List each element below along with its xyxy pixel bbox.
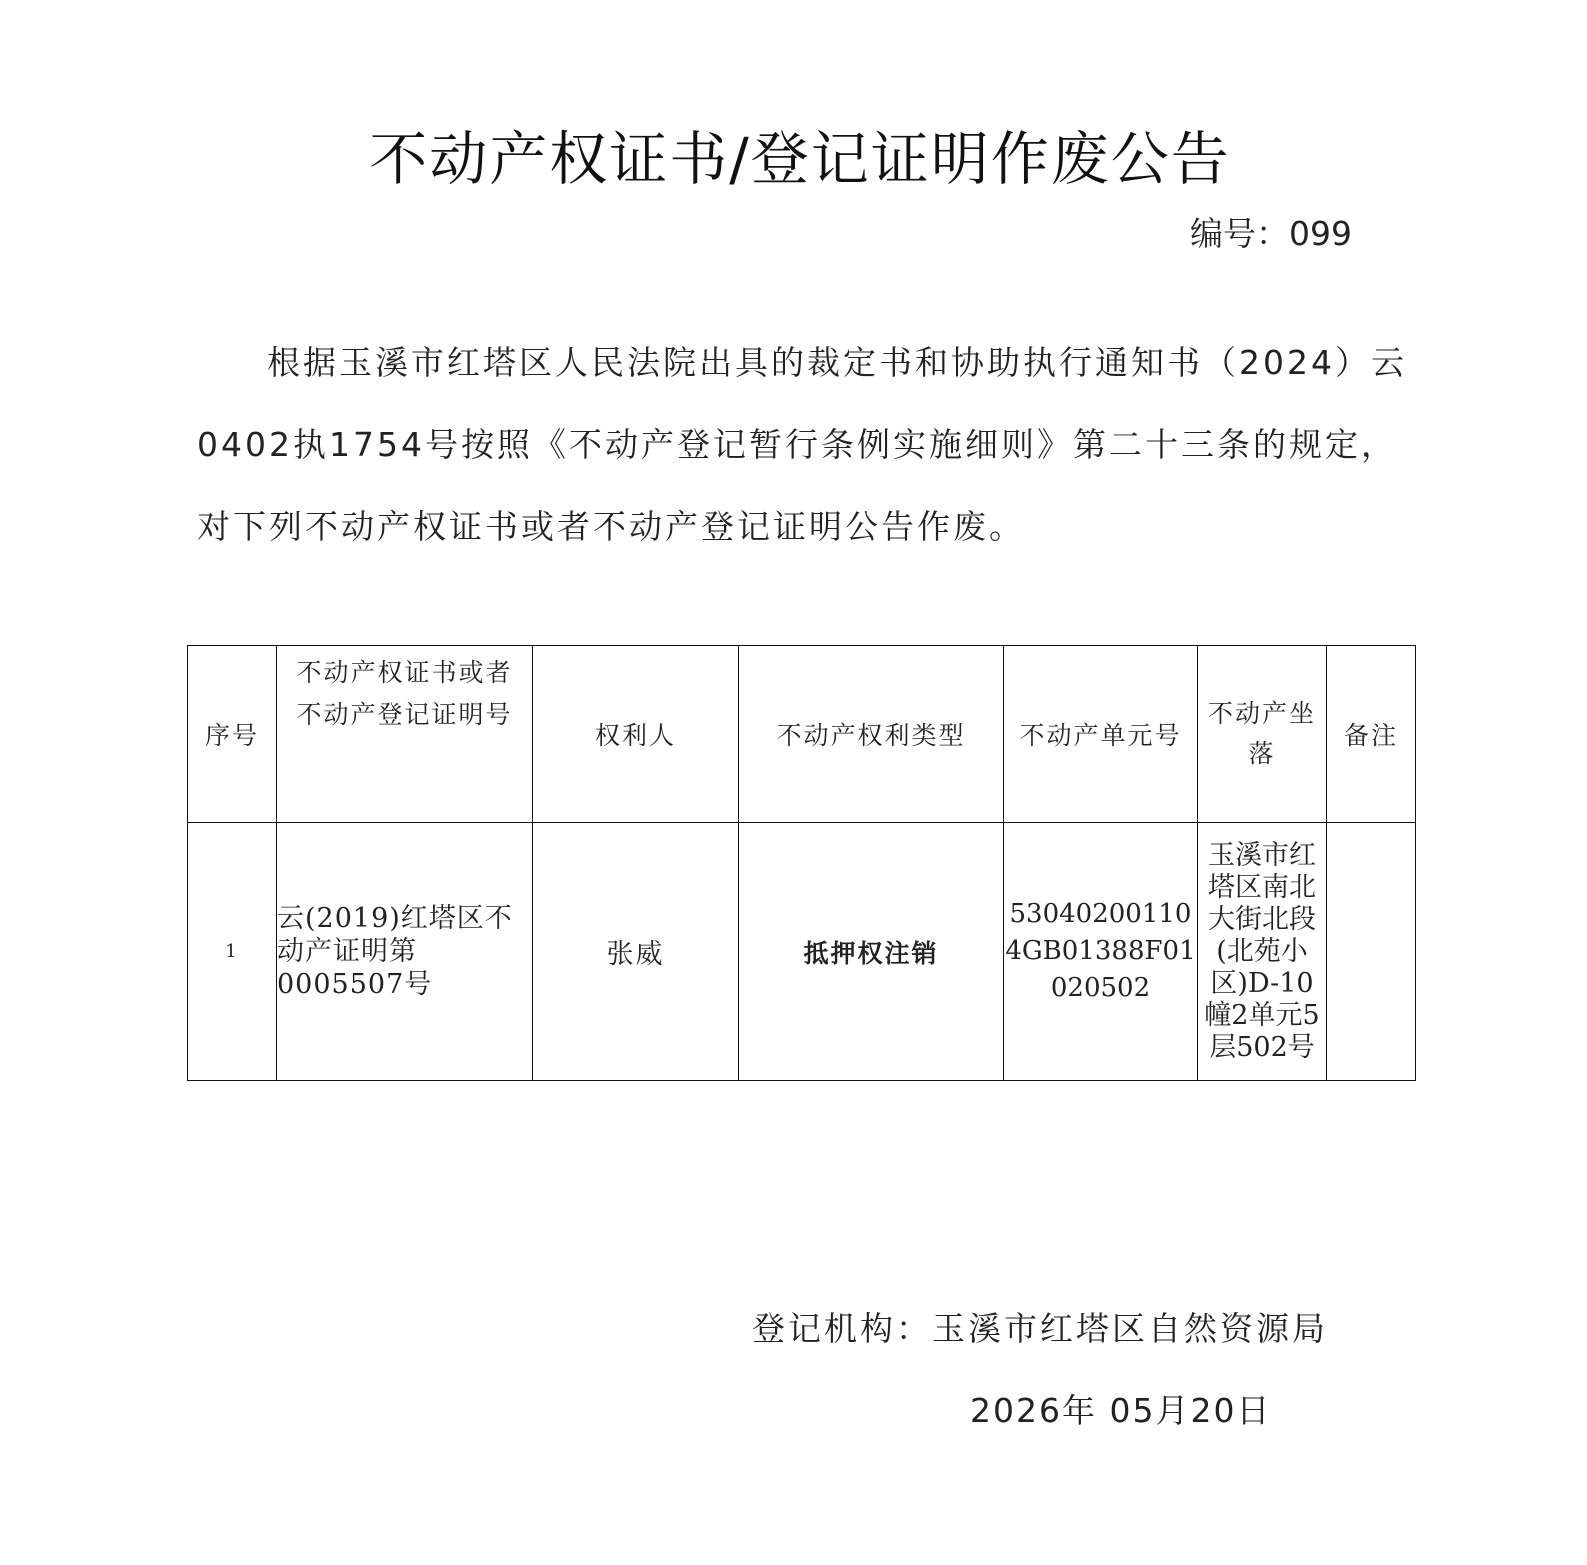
header-remark: 备注 <box>1327 646 1416 823</box>
row-location: 玉溪市红塔区南北大街北段(北苑小区)D-10幢2单元5层502号 <box>1198 823 1327 1081</box>
row-unit-no: 530402001104GB01388F01020502 <box>1004 823 1198 1081</box>
notice-body: 根据玉溪市红塔区人民法院出具的裁定书和协助执行通知书（2024）云0402执1754号按照《不动产登记暂行条例实施细则》第二十三条的规定，对下列不动产权证书或者不动产登记证明公告作废。 <box>197 343 1407 546</box>
notice-table <box>187 645 1416 1081</box>
header-right-type: 不动产权利类型 <box>739 646 1004 823</box>
row-cert-no: 云(2019)红塔区不动产证明第0005507号 <box>277 823 533 1081</box>
serial-number: 编号：099 <box>1190 214 1352 253</box>
page-title: 不动产权证书/登记证明作废公告 <box>369 125 1231 193</box>
row-remark <box>1327 823 1416 1081</box>
header-location: 不动产坐落 <box>1198 646 1327 823</box>
table-row <box>188 823 1416 1081</box>
header-unit-no: 不动产单元号 <box>1004 646 1198 823</box>
row-holder: 张威 <box>533 823 739 1081</box>
header-holder: 权利人 <box>533 646 739 823</box>
header-cert-line1: 不动产权证书或者 <box>296 658 513 687</box>
header-cert-no <box>277 646 533 823</box>
footer-date: 2026年 05月20日 <box>970 1391 1272 1430</box>
table-header-row <box>188 646 1416 823</box>
row-right-type: 抵押权注销 <box>739 823 1004 1081</box>
row-index: 1 <box>188 823 277 1081</box>
footer-organization: 登记机构：玉溪市红塔区自然资源局 <box>752 1309 1328 1348</box>
header-index: 序号 <box>188 646 277 823</box>
header-cert-line2: 不动产登记证明号 <box>296 700 513 729</box>
